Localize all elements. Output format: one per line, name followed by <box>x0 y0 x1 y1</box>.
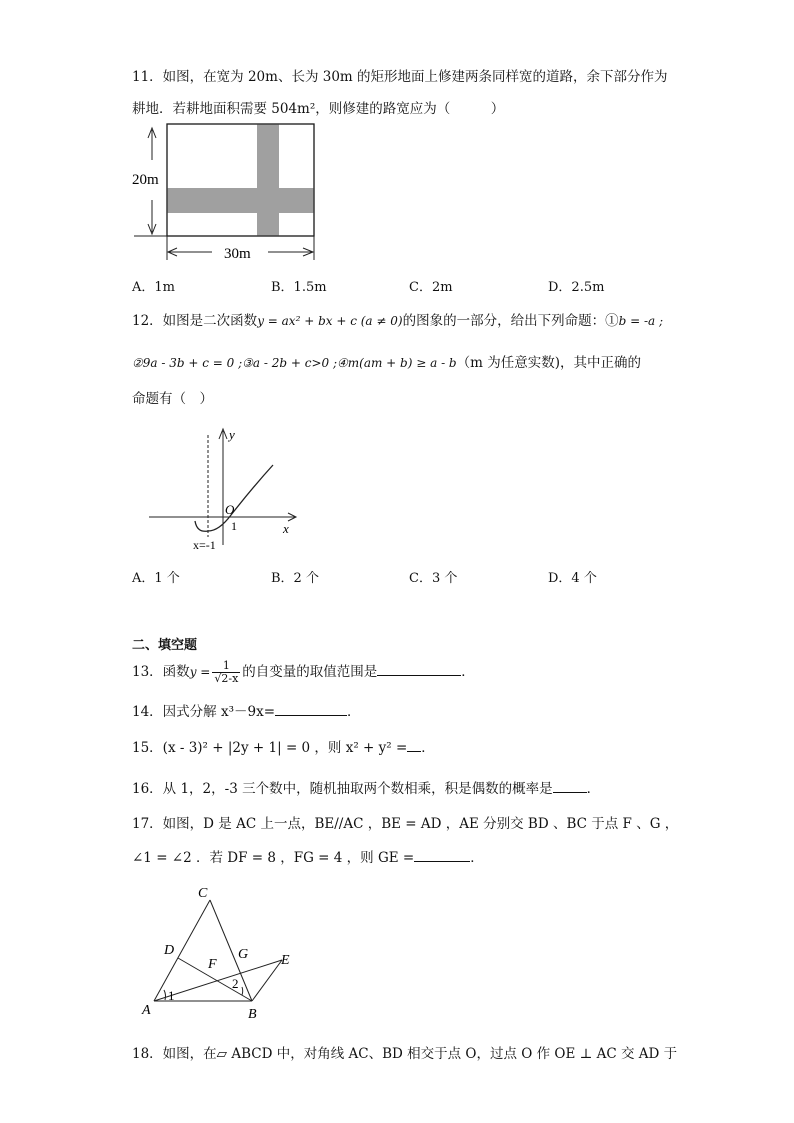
label-1: 1 <box>168 988 175 1003</box>
q12-option-c: C．3 个 <box>409 571 458 586</box>
label-B: B <box>248 1007 257 1022</box>
road-horizontal <box>167 188 314 213</box>
width-label: 20m <box>132 172 159 188</box>
q11-option-a: A．1m <box>132 280 175 295</box>
q12-option-d: D．4 个 <box>548 571 597 586</box>
q11-figure <box>130 120 330 270</box>
origin-label: O <box>225 502 235 517</box>
q12-parabola-figure <box>145 425 315 555</box>
q17-line1: 17．如图，D 是 AC 上一点，BE//AC ，BE = AD ，AE 分别交 BD 、BC 于点 F 、G ， <box>132 816 679 832</box>
q12-option-b: B．2 个 <box>271 571 319 586</box>
q14-line: 14．因式分解 x³－9x= ． <box>132 704 361 720</box>
q11-line2: 耕地．若耕地面积需要 504m²，则修建的路宽应为（ ） <box>132 101 505 117</box>
q12-option-a: A．1 个 <box>132 571 180 586</box>
q12-line3: 命题有（ ） <box>132 391 213 407</box>
section-heading: 二、填空题 <box>132 638 198 653</box>
field-rect <box>167 124 314 236</box>
x-label: x <box>283 521 289 536</box>
q11-line1: 11．如图，在宽为 20m、长为 30m 的矩形地面上修建两条同样宽的道路，余下部分作为 <box>132 69 668 85</box>
label-G: G <box>238 947 249 962</box>
q12-line2: ②9a - 3b + c = 0 ;③a - 2b + c>0 ;④m(am + b) ≥ a - b（m 为任意实数)，其中正确的 <box>132 355 641 371</box>
length-label: 30m <box>224 246 251 262</box>
axis-label: x=-1 <box>193 538 216 552</box>
road-vertical <box>257 124 279 236</box>
q17-triangle-figure <box>138 884 308 1024</box>
q11-option-d: D．2.5m <box>548 280 605 295</box>
y-label: y <box>229 427 235 442</box>
label-D: D <box>164 943 175 958</box>
q18-line1: 18．如图，在▱ ABCD 中，对角线 AC、BD 相交于点 O，过点 O 作 OE ⊥ AC 交 AD 于 <box>132 1046 678 1062</box>
q15-line: 15．(x - 3)² + |2y + 1| = 0 ，则 x² + y² = ． <box>132 740 435 756</box>
q11-option-b: B．1.5m <box>271 280 327 295</box>
label-E: E <box>281 953 290 968</box>
label-2: 2 <box>232 976 239 991</box>
label-F: F <box>208 957 217 972</box>
q11-option-c: C．2m <box>409 280 453 295</box>
label-C: C <box>198 886 208 901</box>
q16-line: 16．从 1，2，-3 三个数中，随机抽取两个数相乘，积是偶数的概率是 ． <box>132 781 601 797</box>
q17-line2: ∠1 = ∠2 ．若 DF = 8 ，FG = 4 ，则 GE = ． <box>132 850 484 866</box>
q12-line1: 12．如图是二次函数y = ax² + bx + c (a ≠ 0)的图象的一部分，给出下列命题：①b = -a ; <box>132 313 664 329</box>
q13-line: 13．函数y = $\frac{1}{√2-x}$ 的自变量的取值范围是 ． <box>132 659 475 685</box>
label-A: A <box>142 1003 151 1018</box>
one-label: 1 <box>231 519 237 533</box>
